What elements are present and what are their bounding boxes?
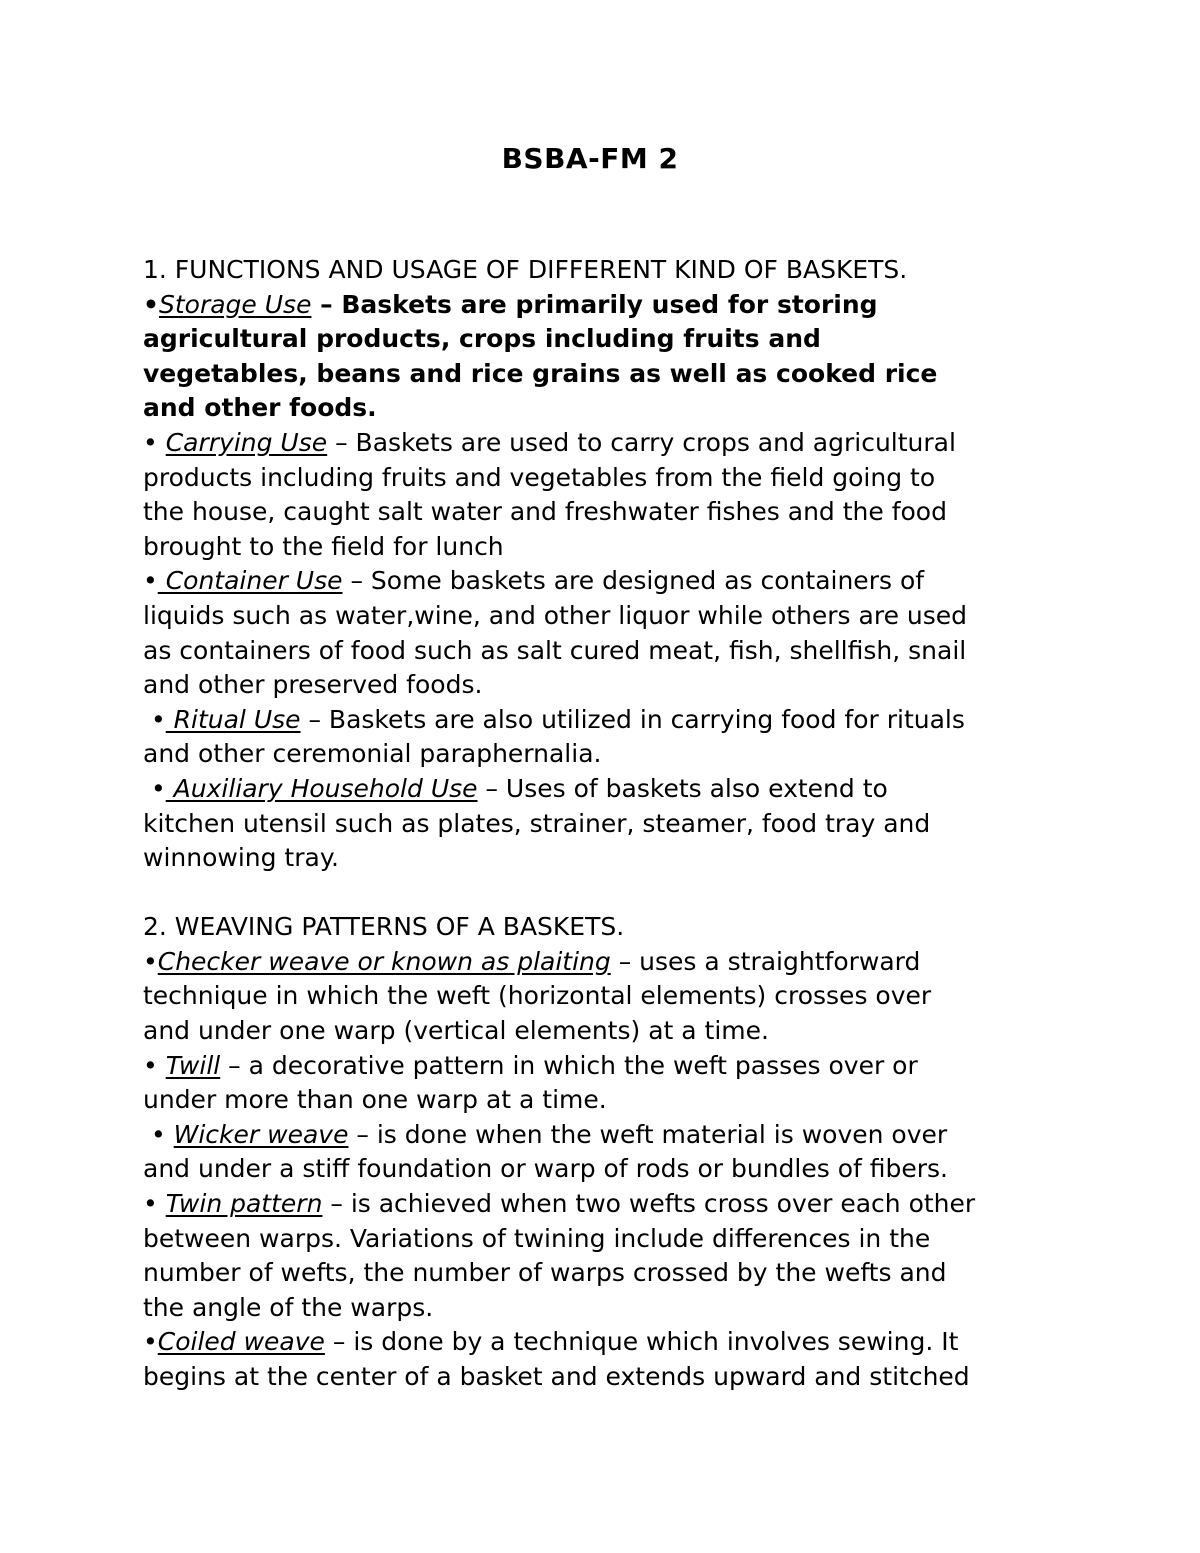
- wicker-line-1: – is done when the weft material is woven over: [348, 1119, 948, 1149]
- checker-line-1: – uses a straightforward: [610, 946, 921, 976]
- term-storage-use: Storage Use: [158, 289, 312, 319]
- bullet: •: [143, 427, 166, 457]
- container-line-4: and other preserved foods.: [143, 670, 483, 700]
- auxiliary-line-3: winnowing tray.: [143, 843, 340, 873]
- term-auxiliary-household-use: Auxiliary Household Use: [165, 773, 478, 803]
- auxiliary-line-2: kitchen utensil such as plates, strainer, steamer, food tray and: [143, 808, 931, 838]
- item-container-use: [143, 564, 1073, 702]
- auxiliary-line-1: – Uses of baskets also extend to: [477, 773, 888, 803]
- bullet: •: [143, 1050, 166, 1080]
- storage-line-3: vegetables, beans and rice grains as well as cooked rice: [143, 358, 938, 388]
- item-carrying-use: [143, 426, 1073, 564]
- item-coiled-weave: [143, 1325, 1073, 1394]
- bullet: •: [143, 566, 158, 596]
- bullet: •: [143, 1189, 166, 1219]
- coiled-line-2: begins at the center of a basket and extends upward and stitched: [143, 1362, 970, 1391]
- section-1-heading: 1. FUNCTIONS AND USAGE OF DIFFERENT KIND OF BASKETS.: [143, 255, 908, 284]
- carrying-line-1: – Baskets are used to carry crops and agricultural: [327, 427, 956, 457]
- bullet: •: [143, 773, 166, 803]
- term-carrying-use: Carrying Use: [165, 427, 328, 457]
- container-line-3: as containers of food such as salt cured meat, fish, shellfish, snail: [143, 635, 967, 665]
- coiled-line-1: – is done by a technique which involves sewing. It: [324, 1327, 959, 1357]
- term-container-use: Container Use: [157, 566, 343, 596]
- item-storage-use: [143, 288, 1073, 426]
- carrying-line-4: brought to the field for lunch: [143, 531, 504, 561]
- storage-line-2: agricultural products, crops including fruits and: [143, 324, 821, 354]
- term-checker-weave: Checker weave or known as plaiting: [157, 946, 611, 976]
- bullet: •: [143, 1327, 158, 1357]
- bullet: •: [143, 1119, 174, 1149]
- document-title: BSBA-FM 2: [501, 142, 679, 175]
- carrying-line-3: the house, caught salt water and freshwater fishes and the food: [143, 497, 947, 527]
- term-twill: Twill: [165, 1050, 221, 1080]
- item-auxiliary-household-use: [143, 772, 1073, 876]
- item-wicker-weave: [143, 1118, 1073, 1187]
- bullet: •: [143, 289, 159, 319]
- twill-line-2: under more than one warp at a time.: [143, 1085, 607, 1115]
- checker-line-3: and under one warp (vertical elements) at a time.: [143, 1016, 769, 1046]
- storage-line-1: – Baskets are primarily used for storing: [311, 289, 878, 319]
- item-twill: [143, 1049, 1073, 1118]
- storage-line-4: and other foods.: [143, 393, 377, 423]
- term-wicker-weave: Wicker weave: [173, 1119, 349, 1149]
- carrying-line-2: products including fruits and vegetables from the field going to: [143, 462, 936, 492]
- twill-line-1: – a decorative pattern in which the weft passes over or: [220, 1050, 918, 1080]
- ritual-line-1: – Baskets are also utilized in carrying food for rituals: [300, 704, 965, 734]
- ritual-line-2: and other ceremonial paraphernalia.: [143, 739, 602, 769]
- term-coiled-weave: Coiled weave: [157, 1327, 325, 1357]
- item-twin-pattern: [143, 1187, 1073, 1325]
- bullet: •: [143, 704, 166, 734]
- term-twin-pattern: Twin pattern: [165, 1189, 323, 1219]
- container-line-2: liquids such as water,wine, and other liquor while others are used: [143, 600, 968, 630]
- blank-line: [143, 876, 1073, 911]
- item-checker-weave: [143, 945, 1073, 1049]
- twin-line-2: between warps. Variations of twining include differences in the: [143, 1223, 931, 1253]
- document-body: [143, 253, 1073, 1395]
- wicker-line-2: and under a stiff foundation or warp of rods or bundles of fibers.: [143, 1154, 948, 1184]
- twin-line-3: number of wefts, the number of warps crossed by the wefts and: [143, 1258, 947, 1288]
- term-ritual-use: Ritual Use: [165, 704, 301, 734]
- section-2-heading: 2. WEAVING PATTERNS OF A BASKETS.: [143, 912, 625, 942]
- bullet: •: [143, 946, 158, 976]
- container-line-1: – Some baskets are designed as containers of: [342, 566, 925, 596]
- twin-line-1: – is achieved when two wefts cross over each other: [322, 1189, 976, 1219]
- item-ritual-use: [143, 703, 1073, 772]
- checker-line-2: technique in which the weft (horizontal elements) crosses over: [143, 981, 932, 1011]
- twin-line-4: the angle of the warps.: [143, 1292, 434, 1322]
